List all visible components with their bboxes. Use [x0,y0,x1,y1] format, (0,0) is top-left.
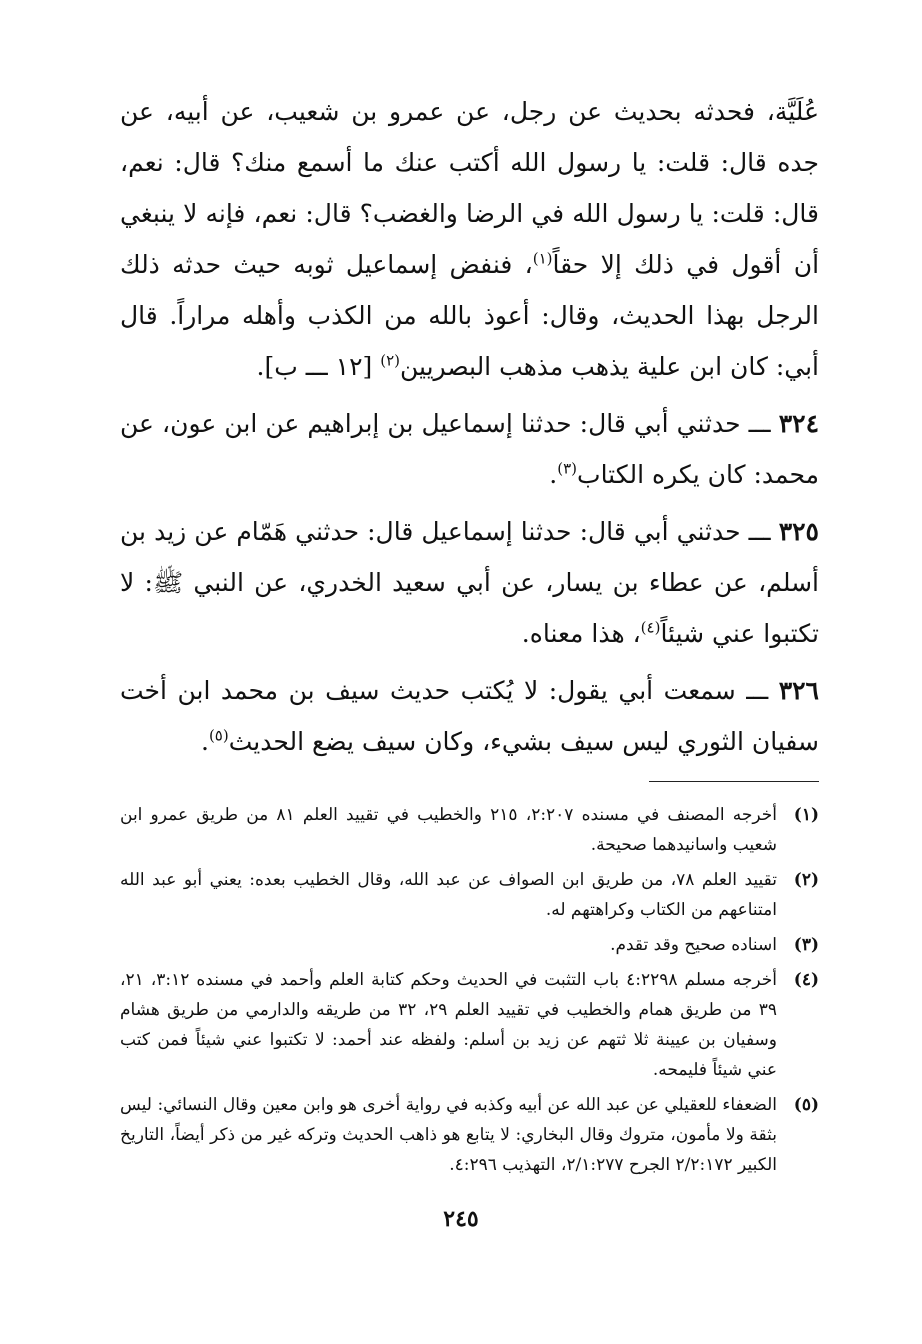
text-line: أقول في ذلك إلا حقاً [552,250,782,279]
hadith-text: ـــ حدثني أبي قال: حدثنا إسماعيل قال: حدثني هَمّام عن زيد بن أسلم، عن عطاء بن يسار، عن أبي سعيد الخدري، عن النبي ﷺ: لا تكتبوا عني شيئاً [120,517,819,648]
text-line: قلت: يا رسول الله في الرضا والغضب؟ قال: نعم، فإنه لا ينبغي أن [120,199,820,279]
hadith-text: ـــ حدثني أبي قال: حدثنا إسماعيل بن إبراهيم عن ابن عون، عن محمد: كان يكره الكتاب [120,409,819,489]
footnote-number: (٥) [793,1095,819,1115]
hadith-text: ـــ سمعت أبي يقول: لا يُكتب حديث سيف بن محمد ابن أخت سفيان الثوري ليس سيف بشيء، وكان سيف يضع الحديث [120,676,819,756]
footnote [120,865,819,925]
footnote-ref: (٥) [208,726,229,745]
text-segment: ، هذا معناه. [521,619,641,648]
page-body [120,86,819,1185]
footnote-number: (١) [793,805,819,825]
footnote-text: اسناده صحيح وقد تقدم. [610,935,777,955]
footnote-text: الضعفاء للعقيلي عن عبد الله عن أبيه وكذبه في رواية أخرى هو وابن معين وقال النسائي: ليس بثقة ولا مأمون، متروك وقال البخاري: لا يتابع هو ذاهب الحديث وتركه غير من ذكر أيضاً، التاريخ الكبير ٢/٢:١٧٢ الجرح ٢/١:٢٧٧، التهذيب ٤:٢٩٦. [120,1095,777,1175]
footnote-text: أخرجه مسلم ٤:٢٢٩٨ باب التثبت في الحديث وحكم كتابة العلم وأحمد في مسنده ٣:١٢، ٢١، ٣٩ من طريق همام والخطيب في تقييد العلم ٢٩، ٣٢ من طريقه والدارمي من طريق هشام وسفيان بن عيينة ثلا ثتهم عن زيد بن أسلم: ولفظه عند أحمد: لا تكتبوا عني شيئاً فمن كتب عني شيئاً فليمحه. [120,970,777,1080]
text-segment: . [200,727,209,756]
footnote-text: تقييد العلم ٧٨، من طريق ابن الصواف عن عبد الله، وقال الخطيب بعده: يعني أبو عبد الله امتناعهم من الكتاب وكراهتهم له. [120,870,777,920]
footnote-ref: (١) [532,249,553,268]
footnote [120,1090,819,1180]
text-line: قال: قلت: يا رسول الله أكتب عنك ما أسمع منك؟ قال: نعم، قال: [120,148,819,228]
hadith-paragraph [120,506,819,659]
footnote [120,965,819,1085]
footnote-ref: (٣) [557,459,578,478]
footnotes [120,800,819,1180]
hadith-paragraph [120,665,819,767]
hadith-number: ٣٢٦ [778,676,819,705]
main-text [120,86,819,767]
hadith-number: ٣٢٥ [778,517,819,546]
paragraph-continuation [120,86,819,392]
footnote-text: أخرجه المصنف في مسنده ٢:٢٠٧، ٢١٥ والخطيب في تقييد العلم ٨١ من طريق عمرو ابن شعيب واسانيدهما صحيحة. [120,805,778,855]
footnote-ref: (٤) [640,618,661,637]
text-segment: ، فنفض إسماعيل ثوبه حيث حدثه ذلك الرجل بهذا الحديث، وقال: أعوذ بالله من الكذب وأهله مراراً. قال أبي: كان ابن علية يذهب مذهب البصريين [120,250,819,381]
page-number: ٢٤٥ [443,1206,479,1232]
footnote-number: (٢) [793,870,819,890]
text-segment: . [549,460,558,489]
footnote-ref: (٢) [380,351,401,370]
footnote [120,930,819,960]
hadith-number: ٣٢٤ [778,409,820,438]
hadith-paragraph [120,398,819,500]
footnote-divider [649,781,819,782]
footnote [120,800,819,860]
folio-marker: [١٢ ـــ ب]. [256,352,373,381]
footnote-number: (٣) [793,935,819,955]
footnote-number: (٤) [793,970,819,990]
text-line: عُلَيَّة، فحدثه بحديث عن رجل، عن عمرو بن شعيب، عن أبيه، عن جده [120,97,820,177]
